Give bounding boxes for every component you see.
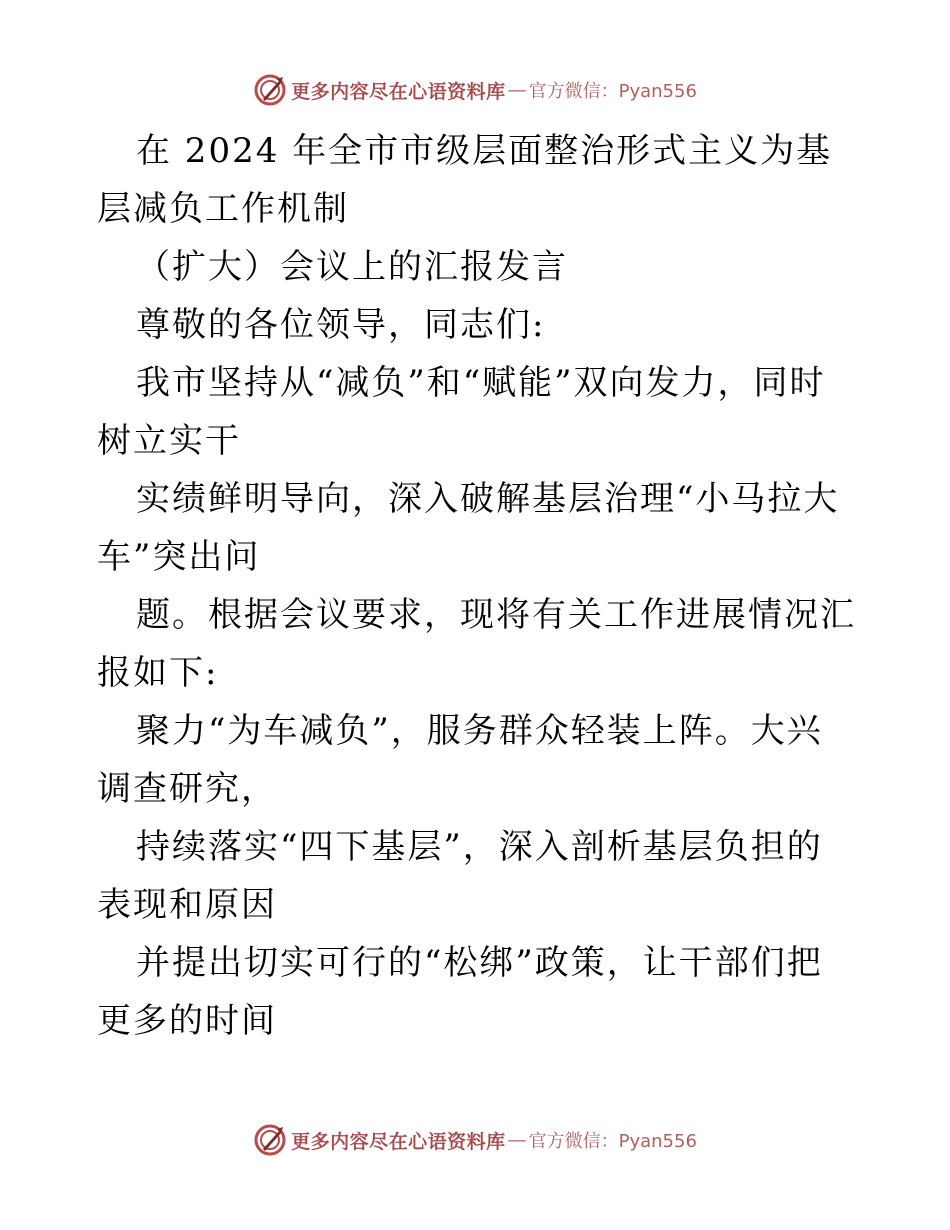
logo-icon bbox=[253, 73, 287, 107]
watermark-wechat-text: 官方微信：Pyan556 bbox=[528, 1131, 697, 1152]
watermark-wechat-text: 官方微信：Pyan556 bbox=[528, 81, 697, 102]
paragraph-body-2: 实绩鲜明导向，深入破解基层治理“小马拉大车”突出问 bbox=[97, 479, 840, 577]
paragraph-body-4: 聚力“为车减负”，服务群众轻装上阵。大兴调查研究， bbox=[97, 711, 823, 809]
logo-icon bbox=[253, 1123, 287, 1157]
watermark-brand-text: 更多内容尽在心语资料库 bbox=[291, 80, 506, 103]
paragraph-body-1: 我市坚持从“减负”和“赋能”双向发力，同时树立实干 bbox=[97, 363, 826, 461]
header-watermark bbox=[0, 70, 950, 110]
paragraph-body-6: 并提出切实可行的“松绑”政策，让干部们把更多的时间 bbox=[97, 943, 823, 1041]
watermark-brand-text: 更多内容尽在心语资料库 bbox=[291, 1130, 506, 1153]
document-body bbox=[97, 122, 857, 1050]
paragraph-subtitle: （扩大）会议上的汇报发言 bbox=[136, 247, 568, 287]
paragraph-body-5: 持续落实“四下基层”，深入剖析基层负担的表现和原因 bbox=[97, 827, 823, 925]
paragraph-salutation: 尊敬的各位领导，同志们: bbox=[136, 305, 546, 345]
watermark-dash: — bbox=[507, 79, 527, 101]
footer-watermark bbox=[0, 1120, 950, 1160]
paragraph-body-3: 题。根据会议要求，现将有关工作进展情况汇报如下: bbox=[97, 595, 856, 693]
watermark-dash: — bbox=[507, 1129, 527, 1151]
paragraph-title: 在 2024 年全市市级层面整治形式主义为基层减负工作机制 bbox=[97, 131, 833, 229]
